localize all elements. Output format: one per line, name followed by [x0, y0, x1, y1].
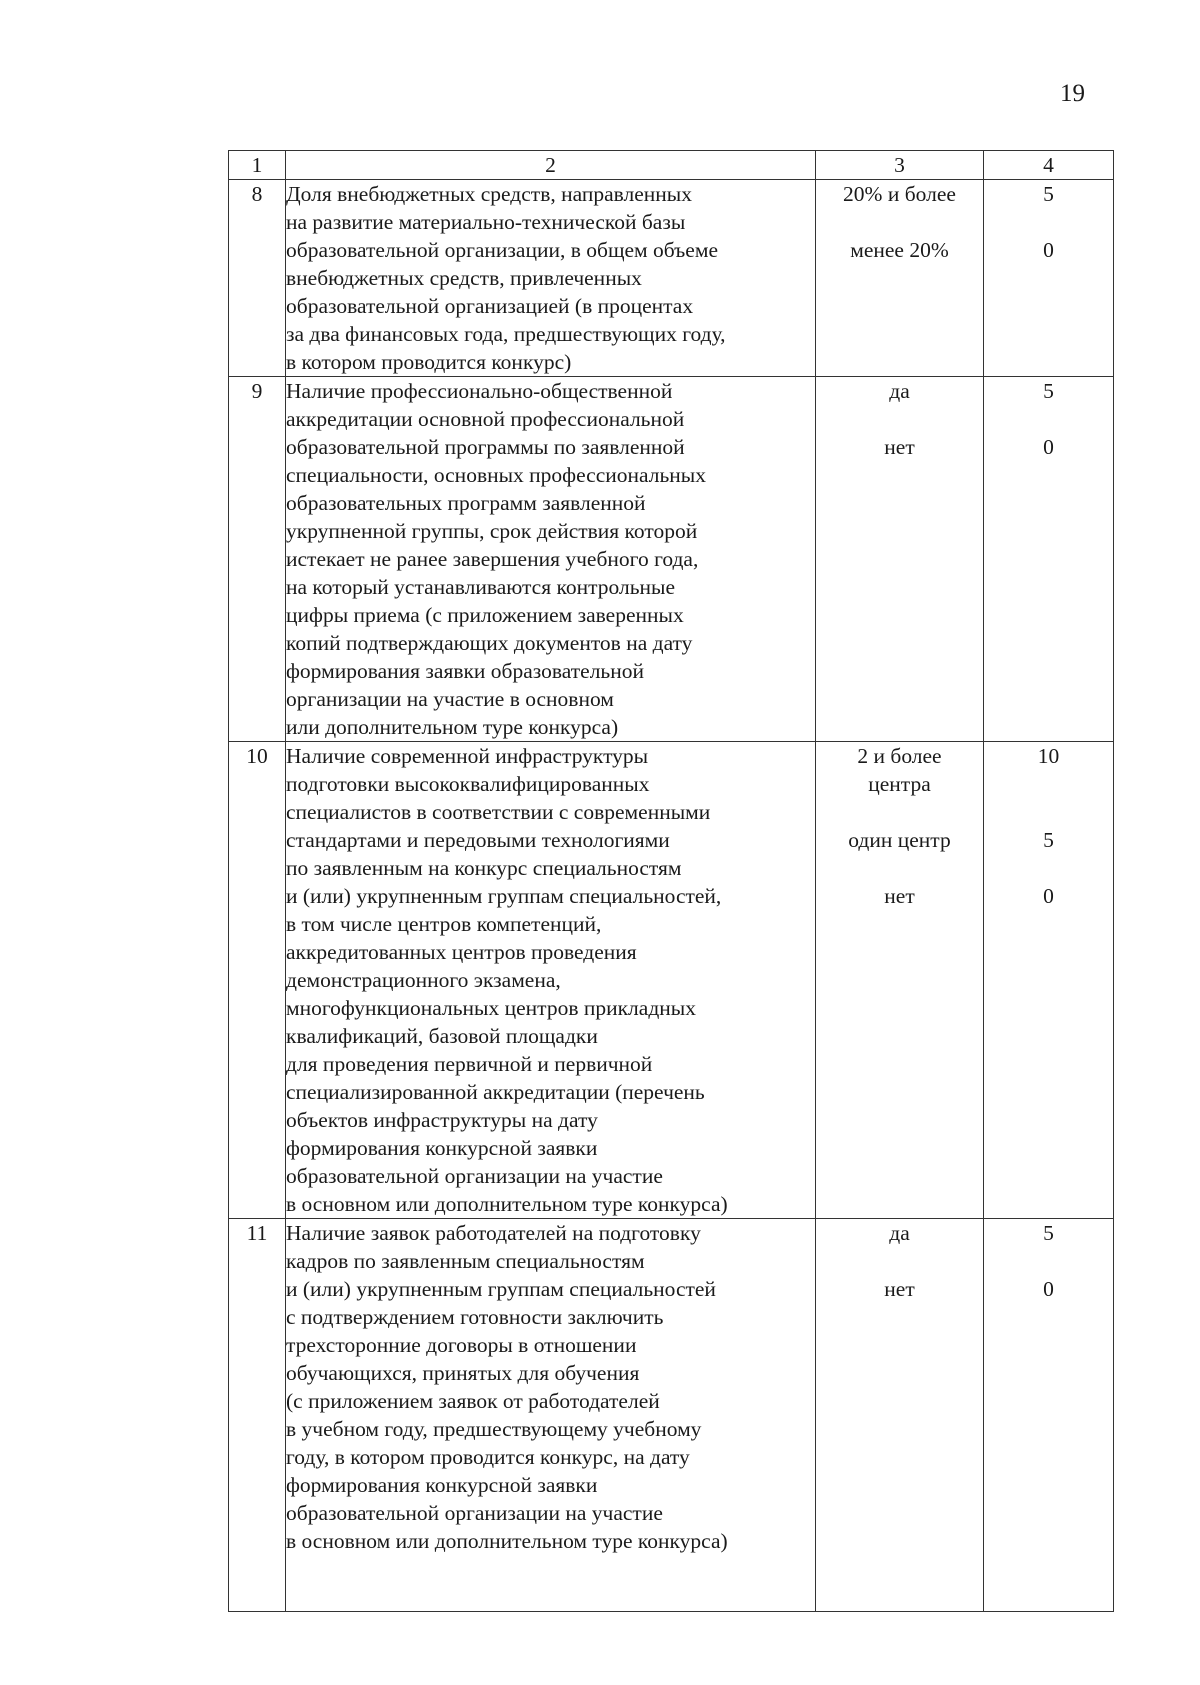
description-line: образовательных программ заявленной — [286, 491, 646, 515]
spacer — [984, 405, 1113, 433]
description-line: объектов инфраструктуры на дату — [286, 1108, 598, 1132]
description-line: году, в котором проводится конкурс, на дату — [286, 1445, 690, 1469]
option-label: один центр — [848, 828, 951, 852]
description-line: кадров по заявленным специальностям — [286, 1249, 645, 1273]
row-number: 9 — [229, 377, 286, 742]
description-line: аккредитации основной профессиональной — [286, 407, 685, 431]
description-line: и (или) укрупненным группам специальностей, — [286, 884, 722, 908]
description-line: истекает не ранее завершения учебного года, — [286, 547, 699, 571]
header-col-2: 2 — [286, 151, 816, 180]
spacer — [816, 1247, 983, 1275]
spacer — [816, 405, 983, 433]
description-line: подготовки высококвалифицированных — [286, 772, 650, 796]
criterion-options — [816, 742, 984, 1219]
points-value: 5 — [1043, 828, 1054, 852]
spacer — [816, 208, 983, 236]
points-value: 0 — [1043, 238, 1054, 262]
description-line: для проведения первичной и первичной — [286, 1052, 653, 1076]
description-line: стандартами и передовыми технологиями — [286, 828, 670, 852]
description-line: формирования конкурсной заявки — [286, 1473, 598, 1497]
description-line: или дополнительном туре конкурса) — [286, 715, 619, 739]
points-value: 0 — [1043, 884, 1054, 908]
description-line: укрупненной группы, срок действия которой — [286, 519, 698, 543]
criterion-description — [286, 377, 816, 742]
description-line: трехсторонние договоры в отношении — [286, 1333, 637, 1357]
description-line: в основном или дополнительном туре конкурса) — [286, 1529, 728, 1553]
description-line: по заявленным на конкурс специальностям — [286, 856, 682, 880]
option-label: 20% и более — [843, 182, 956, 206]
points-value: 0 — [1043, 435, 1054, 459]
description-line: в том числе центров компетенций, — [286, 912, 602, 936]
points-value: 10 — [1037, 744, 1060, 768]
criterion-points — [984, 180, 1114, 377]
description-line: на который устанавливаются контрольные — [286, 575, 675, 599]
description-line: Доля внебюджетных средств, направленных — [286, 182, 693, 206]
criterion-description — [286, 1219, 816, 1612]
criteria-table — [228, 150, 1114, 1612]
criterion-points — [984, 377, 1114, 742]
points-value: 5 — [1043, 379, 1054, 403]
option-label: да — [889, 1221, 910, 1245]
page-number: 19 — [1060, 80, 1085, 107]
description-line: копий подтверждающих документов на дату — [286, 631, 693, 655]
description-line: Наличие профессионально-общественной — [286, 379, 673, 403]
spacer — [816, 798, 983, 826]
description-line: в основном или дополнительном туре конкурса) — [286, 1192, 728, 1216]
header-col-3: 3 — [816, 151, 984, 180]
description-line: квалификаций, базовой площадки — [286, 1024, 598, 1048]
criterion-options — [816, 377, 984, 742]
description-line: образовательной программы по заявленной — [286, 435, 685, 459]
spacer — [984, 1247, 1113, 1275]
option-label: нет — [884, 1277, 915, 1301]
description-line: аккредитованных центров проведения — [286, 940, 637, 964]
option-label: менее 20% — [850, 238, 949, 262]
row-number: 8 — [229, 180, 286, 377]
description-line: с подтверждением готовности заключить — [286, 1305, 664, 1329]
option-label: нет — [884, 435, 915, 459]
description-line: внебюджетных средств, привлеченных — [286, 266, 642, 290]
description-line: организации на участие в основном — [286, 687, 614, 711]
option-label: да — [889, 379, 910, 403]
option-label: центра — [868, 772, 931, 796]
description-line: образовательной организации, в общем объеме — [286, 238, 718, 262]
description-line: многофункциональных центров прикладных — [286, 996, 696, 1020]
description-line: обучающихся, принятых для обучения — [286, 1361, 640, 1385]
description-line: в котором проводится конкурс) — [286, 350, 572, 374]
description-line: формирования конкурсной заявки — [286, 1136, 598, 1160]
description-line: на развитие материально-технической базы — [286, 210, 686, 234]
option-label: 2 и более — [857, 744, 942, 768]
header-col-1: 1 — [229, 151, 286, 180]
criterion-description — [286, 180, 816, 377]
spacer — [984, 770, 1113, 798]
criterion-points — [984, 742, 1114, 1219]
table-row — [229, 377, 1114, 742]
header-row — [229, 151, 1114, 180]
description-line: цифры приема (с приложением заверенных — [286, 603, 684, 627]
table-row — [229, 180, 1114, 377]
description-line: образовательной организации на участие — [286, 1164, 663, 1188]
description-line: (с приложением заявок от работодателей — [286, 1389, 660, 1413]
points-value: 5 — [1043, 1221, 1054, 1245]
description-line: специализированной аккредитации (перечень — [286, 1080, 705, 1104]
spacer — [816, 854, 983, 882]
description-line: демонстрационного экзамена, — [286, 968, 561, 992]
description-line: Наличие современной инфраструктуры — [286, 744, 649, 768]
criterion-description — [286, 742, 816, 1219]
description-line: образовательной организацией (в процентах — [286, 294, 694, 318]
table-row — [229, 742, 1114, 1219]
spacer — [984, 798, 1113, 826]
description-line: за два финансовых года, предшествующих году, — [286, 322, 726, 346]
points-value: 5 — [1043, 182, 1054, 206]
row-number: 11 — [229, 1219, 286, 1612]
criterion-points — [984, 1219, 1114, 1612]
header-col-4: 4 — [984, 151, 1114, 180]
criterion-options — [816, 180, 984, 377]
description-line: образовательной организации на участие — [286, 1501, 663, 1525]
description-line: специалистов в соответствии с современными — [286, 800, 711, 824]
points-value: 0 — [1043, 1277, 1054, 1301]
spacer — [984, 208, 1113, 236]
spacer — [984, 854, 1113, 882]
description-line: формирования заявки образовательной — [286, 659, 644, 683]
description-line: в учебном году, предшествующему учебному — [286, 1417, 702, 1441]
description-line: и (или) укрупненным группам специальностей — [286, 1277, 716, 1301]
row-number: 10 — [229, 742, 286, 1219]
option-label: нет — [884, 884, 915, 908]
criterion-options — [816, 1219, 984, 1612]
description-line: специальности, основных профессиональных — [286, 463, 706, 487]
description-line: Наличие заявок работодателей на подготовку — [286, 1221, 701, 1245]
table-row — [229, 1219, 1114, 1612]
